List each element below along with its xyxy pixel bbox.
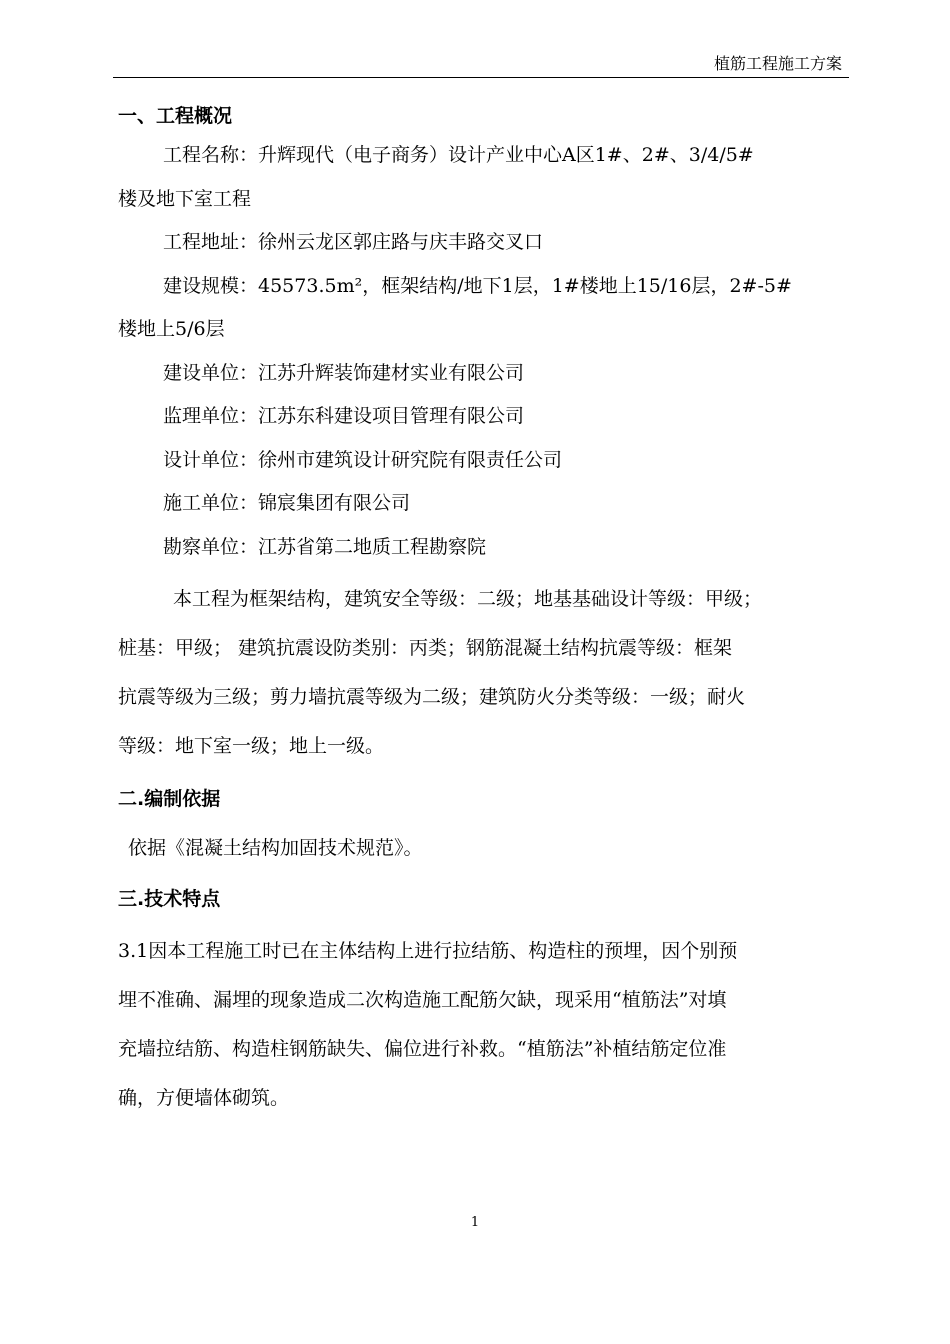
running-header-title: 植筋工程施工方案: [713, 54, 842, 73]
structure-paragraph-line: 等级：地下室一级；地上一级。: [118, 735, 385, 757]
section-3-heading: 三.技术特点: [118, 887, 221, 910]
structure-paragraph-line: 本工程为框架结构，建筑安全等级：二级；地基基础设计等级：甲级；: [173, 588, 763, 610]
tech-paragraph-line: 3.1因本工程施工时已在主体结构上进行拉结筋、构造柱的预埋，因个别预: [118, 939, 738, 962]
header-rule: [113, 77, 849, 78]
construction-scale-continued: 楼地上5/6层: [118, 318, 225, 340]
document-body: [118, 98, 858, 1123]
contractor-unit-line: 施工单位：锦宸集团有限公司: [163, 492, 411, 514]
construction-scale-line: 建设规模：45573.5m²，框架结构/地下1层，1#楼地上15/16层，2#-5#: [163, 274, 792, 297]
design-unit-line: 设计单位：徐州市建筑设计研究院有限责任公司: [163, 448, 563, 471]
basis-line: 依据《混凝土结构加固技术规范》。: [128, 837, 423, 859]
supervisor-unit-line: 监理单位：江苏东科建设项目管理有限公司: [163, 405, 525, 427]
owner-unit-line: 建设单位：江苏升辉装饰建材实业有限公司: [163, 361, 525, 384]
section-2-heading: 二.编制依据: [118, 788, 221, 810]
structure-paragraph-line: 桩基：甲级； 建筑抗震设防类别：丙类；钢筋混凝土结构抗震等级：框架: [118, 637, 733, 659]
survey-unit-line: 勘察单位：江苏省第二地质工程勘察院: [163, 535, 487, 558]
structure-paragraph-line: 抗震等级为三级；剪力墙抗震等级为二级；建筑防火分类等级：一级；耐火: [118, 686, 746, 708]
project-name-line: 工程名称：升辉现代（电子商务）设计产业中心A区1#、2#、3/4/5#: [163, 144, 754, 166]
section-1-heading: 一、工程概况: [118, 105, 233, 127]
project-name-continued: 楼及地下室工程: [118, 187, 252, 210]
project-address-line: 工程地址：徐州云龙区郭庄路与庆丰路交叉口: [163, 231, 544, 253]
tech-paragraph-line: 埋不准确、漏埋的现象造成二次构造施工配筋欠缺，现采用“植筋法”对填: [118, 988, 727, 1011]
tech-paragraph-line: 确，方便墙体砌筑。: [118, 1086, 290, 1109]
tech-paragraph-line: 充墙拉结筋、构造柱钢筋缺失、偏位进行补救。“植筋法”补植结筋定位准: [118, 1037, 727, 1060]
page-number: 1: [470, 1215, 480, 1230]
